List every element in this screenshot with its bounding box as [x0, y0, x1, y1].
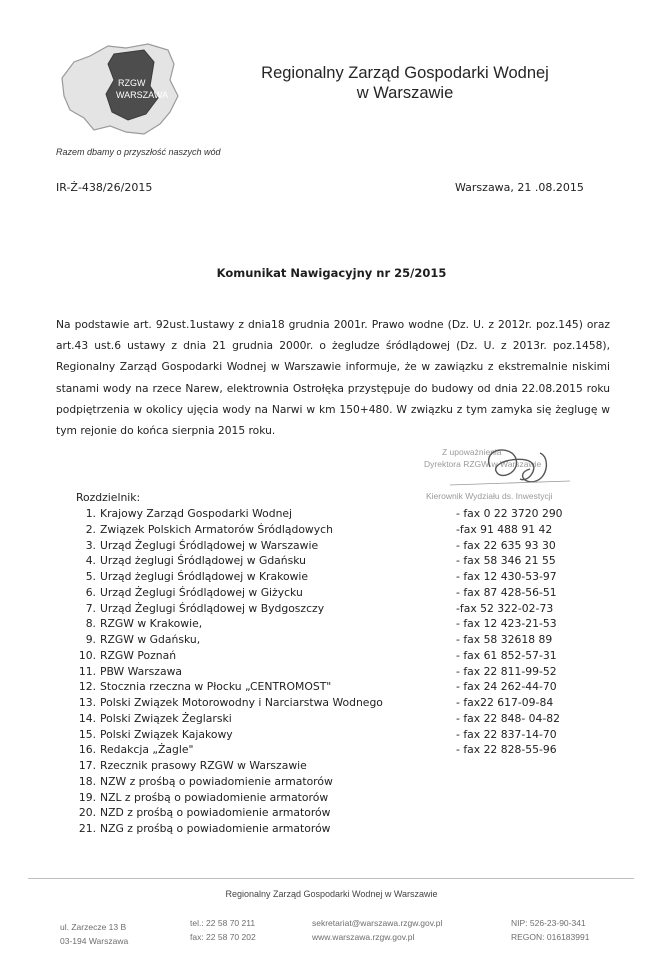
- distribution-item-fax: - fax 58 32618 89: [456, 633, 553, 646]
- distribution-item-fax: - fax 24 262-44-70: [456, 680, 557, 694]
- distribution-item-fax: - fax 0 22 3720 290: [456, 507, 563, 520]
- distribution-item-number: 9.: [85, 633, 96, 646]
- handwritten-signature: [420, 437, 610, 497]
- distribution-item-number: 7.: [85, 601, 96, 615]
- logo-text-bottom: WARSZAWA: [116, 90, 168, 100]
- distribution-item: [76, 616, 636, 632]
- document-title: Komunikat Nawigacyjny nr 25/2015: [216, 266, 447, 280]
- distribution-item: [76, 585, 636, 601]
- distribution-item-name: Rzecznik prasowy RZGW w Warszawie: [100, 759, 307, 772]
- motto: Razem dbamy o przyszłość naszych wód: [56, 147, 221, 157]
- footer-street: ul. Zarzecze 13 B: [60, 922, 127, 932]
- document-date: Warszawa, 21 .08.2015: [455, 181, 584, 194]
- organization-name: [205, 63, 605, 103]
- distribution-item-name: RZGW w Krakowie,: [100, 617, 203, 631]
- distribution-item: [76, 679, 636, 695]
- distribution-item-fax: - fax22 617-09-84: [456, 696, 554, 709]
- distribution-item: [76, 805, 636, 821]
- distribution-item-name: Związek Polskich Armatorów Śródlądowych: [100, 522, 333, 536]
- distribution-item: [76, 648, 636, 664]
- announcement-body: Na podstawie art. 92ust.1ustawy z dnia18 grudnia 2001r. Prawo wodne (Dz. U. z 2012r. poz.145) oraz art.43 ust.6 ustawy z dnia 21 grudnia 2000r. o żegludze śródlądowej (Dz. U. z 2013r. poz.1458), Regionalny Zarząd Gospodarki Wodnej w Warszawie informuje, że w zawiązku z ekstremalnie niskimi stanami wody na rzece Narew, elektrownia Ostrołęka przystępuje do budowy od dnia 22.08.2015 roku podpiętrzenia w okolicy ujęcia wody na Narwi w km 150+480. W związku z tym zamyka się żeglugę w tym rejonie do końca sierpnia 2015 roku.: [56, 318, 610, 438]
- distribution-item-name: Krajowy Zarząd Gospodarki Wodnej: [100, 507, 293, 520]
- distribution-item-name: Urząd Żeglugi Śródlądowej w Bydgoszczy: [100, 601, 325, 615]
- distribution-item-name: Urząd żeglugi Śródlądowej w Gdańsku: [100, 554, 307, 568]
- distribution-item: [76, 758, 636, 774]
- distribution-item-name: RZGW w Gdańsku,: [100, 633, 201, 646]
- distribution-item-name: RZGW Poznań: [100, 648, 177, 662]
- distribution-item-fax: - fax 22 828-55-96: [456, 743, 557, 757]
- poland-map-icon: [56, 40, 184, 140]
- footer-city: 03-194 Warszawa: [60, 936, 129, 946]
- distribution-item-fax: - fax 61 852-57-31: [456, 648, 557, 662]
- distribution-item-number: 10.: [78, 648, 96, 662]
- footer-nip: NIP: 526-23-90-341: [511, 918, 586, 928]
- org-name-line1: Regionalny Zarząd Gospodarki Wodnej: [261, 64, 549, 82]
- distribution-item-fax: - fax 22 837-14-70: [456, 727, 557, 741]
- footer-divider: [28, 878, 634, 879]
- distribution-item-name: Redakcja „Żagle": [100, 743, 194, 757]
- distribution-item-number: 3.: [85, 538, 96, 552]
- stamp-line-2: Dyrektora RZGW w Warszawie: [424, 459, 542, 469]
- distribution-item-number: 16.: [78, 743, 96, 757]
- distribution-item-name: Urząd Żeglugi Śródlądowej w Giżycku: [100, 585, 303, 599]
- distribution-item-number: 2.: [85, 522, 96, 536]
- stamp-line-1: Z upoważnienia: [442, 447, 502, 457]
- distribution-item-name: Polski Związek Motorowodny i Narciarstwa Wodnego: [100, 696, 383, 709]
- footer-phone: [190, 916, 256, 944]
- logo-text-top: RZGW: [118, 78, 146, 88]
- org-name-line2: w Warszawie: [356, 84, 454, 102]
- footer-website[interactable]: www.warszawa.rzgw.gov.pl: [312, 932, 415, 942]
- distribution-heading: Rozdzielnik:: [76, 491, 141, 504]
- distribution-item: [76, 569, 636, 585]
- distribution-item-name: Urząd żeglugi Śródlądowej w Krakowie: [100, 570, 309, 583]
- distribution-item-fax: - fax 12 430-53-97: [456, 570, 557, 583]
- distribution-item-fax: -fax 52 322-02-73: [456, 601, 554, 615]
- distribution-item-number: 18.: [78, 774, 96, 788]
- footer-email[interactable]: sekretariat@warszawa.rzgw.gov.pl: [312, 918, 443, 928]
- distribution-item: [76, 727, 636, 743]
- distribution-item: [76, 553, 636, 569]
- distribution-item-name: NZL z prośbą o powiadomienie armatorów: [100, 790, 329, 804]
- footer-address: [60, 920, 128, 948]
- footer-registration: [511, 916, 589, 944]
- distribution-item-fax: - fax 12 423-21-53: [456, 617, 557, 631]
- distribution-item: [76, 711, 636, 727]
- distribution-item: [76, 601, 636, 617]
- distribution-item-number: 20.: [78, 806, 96, 820]
- distribution-item-name: Polski Związek Kajakowy: [100, 727, 233, 741]
- distribution-item: [76, 632, 636, 648]
- distribution-item-fax: - fax 22 848- 04-82: [456, 711, 561, 725]
- footer-fax: fax: 22 58 70 202: [190, 932, 256, 942]
- distribution-item-name: PBW Warszawa: [100, 664, 183, 678]
- distribution-item: [76, 522, 636, 538]
- distribution-item-fax: - fax 22 635 93 30: [456, 538, 556, 552]
- footer-tel: tel.: 22 58 70 211: [190, 918, 256, 928]
- distribution-item: [76, 774, 636, 790]
- distribution-item-number: 14.: [78, 711, 96, 725]
- distribution-item: [76, 664, 636, 680]
- distribution-item: [76, 695, 636, 711]
- distribution-item: [76, 821, 636, 837]
- distribution-item: [76, 790, 636, 806]
- distribution-item-number: 4.: [85, 554, 96, 568]
- footer-contact: [312, 916, 442, 944]
- distribution-item-fax: -fax 91 488 91 42: [456, 522, 553, 536]
- distribution-item-number: 21.: [78, 822, 96, 835]
- distribution-item: [76, 506, 636, 522]
- distribution-item-name: Polski Związek Żeglarski: [100, 711, 232, 725]
- distribution-item-number: 15.: [78, 727, 96, 741]
- distribution-item-fax: - fax 22 811-99-52: [456, 664, 557, 678]
- distribution-item-name: NZG z prośbą o powiadomienie armatorów: [100, 822, 331, 835]
- distribution-item-number: 12.: [78, 680, 96, 694]
- document-reference: IR-Ż-438/26/2015: [56, 181, 153, 194]
- distribution-item: [76, 538, 636, 554]
- distribution-item-name: Urząd Żeglugi Śródlądowej w Warszawie: [100, 538, 319, 552]
- distribution-item-fax: - fax 87 428-56-51: [456, 585, 557, 599]
- stamp-line-3: Kierownik Wydziału ds. Inwestycji: [426, 491, 553, 501]
- distribution-item-number: 17.: [78, 759, 96, 772]
- footer-regon: REGON: 016183991: [511, 932, 590, 942]
- distribution-item: [76, 742, 636, 758]
- distribution-item-number: 6.: [85, 585, 96, 599]
- distribution-list: [76, 506, 636, 837]
- distribution-item-name: NZD z prośbą o powiadomienie armatorów: [100, 806, 331, 820]
- distribution-item-number: 11.: [78, 664, 96, 678]
- distribution-item-name: NZW z prośbą o powiadomienie armatorów: [100, 774, 333, 788]
- footer-organization: Regionalny Zarząd Gospodarki Wodnej w Warszawie: [225, 889, 438, 899]
- distribution-item-number: 5.: [85, 570, 96, 583]
- distribution-item-number: 19.: [78, 790, 96, 804]
- distribution-item-name: Stocznia rzeczna w Płocku „CENTROMOST": [100, 680, 332, 694]
- distribution-item-number: 8.: [85, 617, 96, 631]
- rzgw-logo: [56, 40, 184, 140]
- distribution-item-number: 1.: [85, 507, 96, 520]
- distribution-item-number: 13.: [78, 696, 96, 709]
- distribution-item-fax: - fax 58 346 21 55: [456, 554, 556, 568]
